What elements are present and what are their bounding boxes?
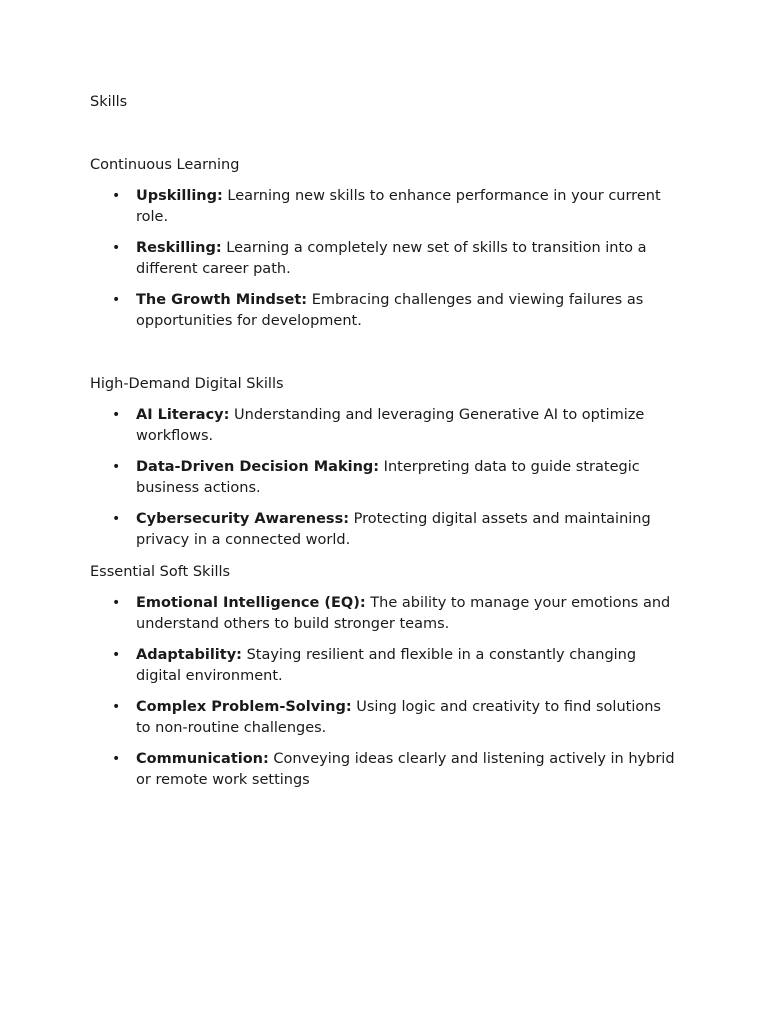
list-item: [90, 405, 680, 447]
section-heading: Essential Soft Skills: [90, 564, 231, 580]
item-term: Adaptability:: [136, 647, 242, 663]
item-text: Using logic and creativity to find solutions to non-routine challenges.: [136, 699, 661, 736]
section-continuous-learning: [90, 155, 680, 332]
list-item: [90, 457, 680, 499]
bullet-icon: •: [112, 292, 121, 308]
item-term: The Growth Mindset:: [136, 292, 308, 308]
item-term: Complex Problem-Solving:: [136, 699, 352, 715]
list-item: [90, 238, 680, 280]
document-title: Skills: [90, 94, 128, 110]
list-item: [90, 749, 680, 791]
document-body: [90, 92, 680, 791]
list-item: [90, 697, 680, 739]
bullet-icon: •: [112, 407, 121, 423]
item-term: AI Literacy:: [136, 407, 230, 423]
bullet-icon: •: [112, 751, 121, 767]
item-term: Emotional Intelligence (EQ):: [136, 595, 366, 611]
bullet-list: [90, 405, 680, 551]
bullet-list: [90, 186, 680, 332]
item-text: Protecting digital assets and maintaining privacy in a connected world.: [136, 511, 651, 548]
item-text: Embracing challenges and viewing failures as opportunities for development.: [136, 292, 644, 329]
section-heading: High-Demand Digital Skills: [90, 376, 284, 392]
bullet-icon: •: [112, 240, 121, 256]
bullet-icon: •: [112, 459, 121, 475]
list-item: [90, 509, 680, 551]
item-term: Communication:: [136, 751, 269, 767]
bullet-icon: •: [112, 188, 121, 204]
item-text: Learning a completely new set of skills to transition into a different career path.: [136, 240, 647, 277]
bullet-icon: •: [112, 647, 121, 663]
bullet-icon: •: [112, 595, 121, 611]
item-term: Cybersecurity Awareness:: [136, 511, 349, 527]
item-term: Upskilling:: [136, 188, 223, 204]
section-high-demand-digital-skills: [90, 374, 680, 551]
item-term: Data-Driven Decision Making:: [136, 459, 380, 475]
bullet-icon: •: [112, 511, 121, 527]
list-item: [90, 290, 680, 332]
item-text: Staying resilient and flexible in a constantly changing digital environment.: [136, 647, 637, 684]
item-text: Interpreting data to guide strategic business actions.: [136, 459, 640, 496]
bullet-icon: •: [112, 699, 121, 715]
item-text: The ability to manage your emotions and understand others to build stronger teams.: [136, 595, 671, 632]
section-heading: Continuous Learning: [90, 157, 240, 173]
list-item: [90, 186, 680, 228]
item-text: Learning new skills to enhance performance in your current role.: [136, 188, 661, 225]
item-text: Conveying ideas clearly and listening actively in hybrid or remote work settings: [136, 751, 675, 788]
list-item: [90, 645, 680, 687]
item-term: Reskilling:: [136, 240, 222, 256]
list-item: [90, 593, 680, 635]
bullet-list: [90, 593, 680, 791]
section-essential-soft-skills: [90, 562, 680, 791]
item-text: Understanding and leveraging Generative AI to optimize workflows.: [136, 407, 645, 444]
